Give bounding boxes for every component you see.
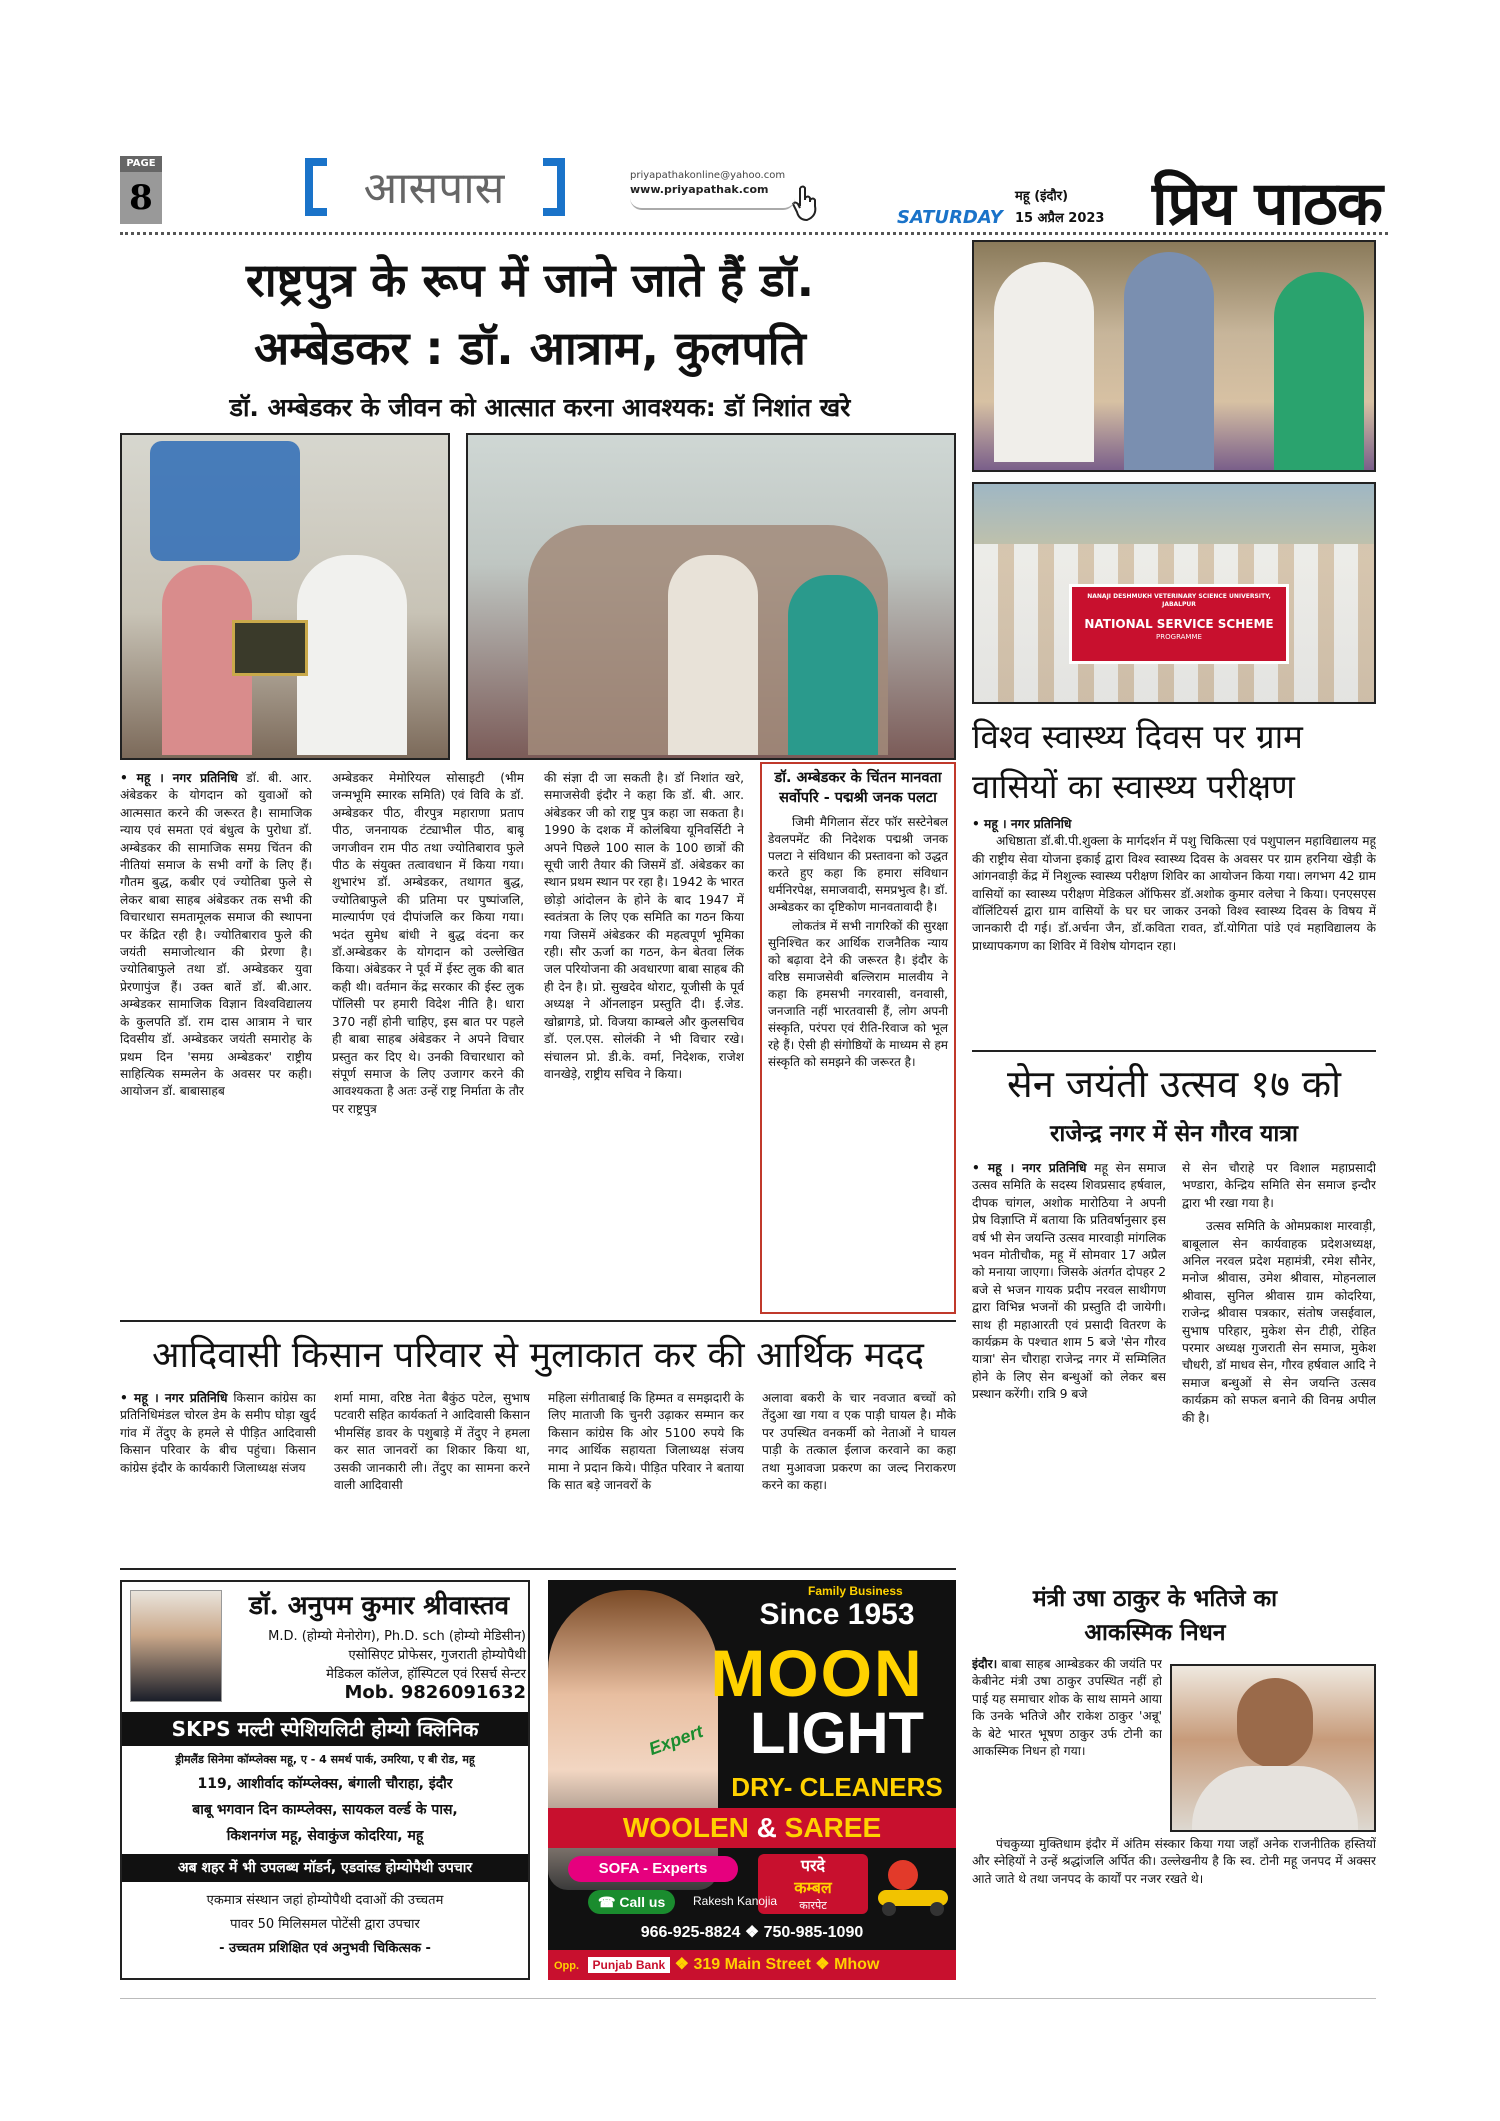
clinic-address-2: 119, आशीर्वाद कॉम्प्लेक्स, बंगाली चौराहा, इंदौर [197,1776,453,1792]
photo-health-checkup [972,240,1376,472]
contact-underline [630,198,795,210]
place-text: महू (इंदौर) [1015,189,1069,204]
contact-person: Rakesh Kanojia [693,1894,778,1908]
lead-col-2-text: अम्बेडकर मेमोरियल सोसाइटी (भीम जन्मभूमि स्मारक समिति) एवं विवि के डॉ. अम्बेडकर पीठ, वीरपुत्र महाराणा प्रताप पीठ, जननायक टंट्याभील पीठ, बाबू जगजीवन राम पीठ तथा ज्योतिबाराव फुले पीठ के संयुक्त तत्वावधान में किया गया। शुभारंभ डॉ. अम्बेडकर, तथागत बुद्ध, ज्योतिबाफुले की प्रतिमा पर पुष्पांजलि, माल्यार्पण एवं दीपांजलि कर किया गया। भदंत सुमेध बांधी ने बुद्ध वंदना कर डॉ.अम्बेडकर के योगदान को उल्लेखित किया। अंबेडकर ने पूर्व में ईस्ट लुक की बात कही थी। वर्तमान केंद्र सरकार की ईस्ट लुक पॉलिसी पर हमारी विदेश नीति है। धारा 370 नहीं होनी चाहिए, इस बात पर पहले ही बाबा साहब अंबेडकर ने अपने विचार प्रस्तुत कर दिए थे। उनकी विचारधारा को संपूर्ण समाज के लिए उजागर करने की आवश्यकता है अतः उन्हें राष्ट्र निर्माता के तौर पर राष्ट्रपुत्र [332,771,524,1116]
man-figure [1124,252,1214,472]
doctor-mobile: Mob. 9826091632 [344,1682,526,1703]
obit-col-2 [972,1836,1376,1946]
dry-cleaners: DRY- CLEANERS [731,1772,943,1802]
bracket-left-icon [305,158,327,216]
kambal-word: कम्बल [794,1880,832,1897]
sen-byline: • महू । नगर प्रतिनिधि [972,1161,1087,1175]
sofa-experts: SOFA - Experts [568,1856,738,1882]
sen-col-1 [972,1160,1166,1572]
boxed-body-1: जिमी मैगिलान सेंटर फॉर सस्टेनेबल डेवलपमेंट की निदेशक पद्मश्री जनक पलटा ने संविधान की प्रस्तावना को उद्धत करते हुए कहा कि हमारा संविधान धर्मनिरपेक्ष, समाजवादी, समप्रभुत्व है। डॉ. अम्बेडकर का दृष्टिकोण मानवतावादी है। [768,815,948,914]
sen-col-2a-text: से सेन चौराहे पर विशाल महाप्रसादी भण्डारा, केन्द्रिय समिति सेन समाज इन्दौर द्वारा भी रखा गया है। [1182,1161,1376,1210]
doctor-position: एसोसिएट प्रोफेसर, गुजराती होम्योपैथी [348,1648,526,1663]
clinic-line-1: एकमात्र संस्थान जहां होम्योपैथी दवाओं की उच्चतम [206,1893,444,1908]
health-byline: • महू । नगर प्रतिनिधि [972,817,1072,831]
ad-moonlight [548,1580,956,1980]
contact-block [630,170,830,230]
clinic-line-3: - उच्चतम प्रशिक्षित एवं अनुभवी चिकित्सक - [219,1941,431,1956]
nss-banner [1069,584,1289,664]
photo-award-ceremony [120,433,450,760]
boxed-story [760,762,956,1314]
tribal-headline: आदिवासी किसान परिवार से मुलाकात कर की आर्थिक मदद [152,1335,924,1376]
carpet-word: कारपेट [799,1900,827,1912]
lead-col-3-text: की संज्ञा दी जा सकती है। डॉ निशांत खरे, समाजसेवी इंदौर ने कहा कि डॉ. बी. आर. अंबेडकर जी को राष्ट्र पुत्र कहा जा सकता है। 1990 के दशक में कोलंबिया यूनिवर्सिटी ने अपने पिछले 100 साल के 100 छात्रों की सूची जारी तैयार की जिसमें डॉ. अंबेडकर का स्थान प्रथम स्थान पर रहा है। 1942 के भारत छोड़ो आंदोलन के होने के बाद 1947 में स्वतंत्रता के लिए एक समिति का गठन किया गया जिसमें अंबेडकर की महत्वपूर्ण भूमिका रही। सौर ऊर्जा का गठन, केन बेतवा लिंक जल परियोजना की अवधारणा बाबा साहब की ही देन है। प्रो. सुखदेव थोराट, यूजीसी के पूर्व अध्यक्ष ने ऑनलाइन प्रस्तुति दी। ई.जेड. खोब्रागडे, प्रो. विजया काम्बले और कुलसचिव डॉ. एल.एस. सोलंकी ने भी विचार रखे। संचालन प्रो. डी.के. वर्मा, निदेशक, राजेश वानखेड़े, राष्ट्रीय सचिव ने किया। [544,771,744,1081]
sen-col-2b-text: उत्सव समिति के ओमप्रकाश मारवाड़ी, बाबूलाल सेन कार्यवाहक प्रदेशअध्यक्ष, अनिल नरवल प्रदेश महामंत्री, रमेश सौनेर, मनोज श्रीवास, उमेश श्रीवास, मोहनलाल श्रीवास, सुनिल श्रीवास ग्राम कोदरिया, राजेन्द्र श्रीवास पत्रकार, संतोष जसईवाल, सुभाष परिहार, मुकेश सेन टीही, रोहित परमार अध्यक्ष गुजराती सेन समाज, मुकेश चौधरी, डॉ माधव सेन, गौरव हर्षवाल आदि ने समाज बन्धुओं से सेन जयन्ति उत्सव कार्यक्रम को सफल बनाने की विनम्र अपील की है। [1182,1219,1376,1425]
doctor-name: डॉ. अनुपम कुमार श्रीवास्तव [248,1591,510,1621]
section-title: आसपास [363,163,505,214]
clinic-address-3: बाबू भगवान दिन काम्प्लेक्स, सायकल वर्ल्ड के पास, [192,1802,458,1818]
woolen-word: WOOLEN [622,1812,749,1843]
portrait-head [1237,1678,1313,1768]
sen-subhead: राजेन्द्र नगर में सेन गौरव यात्रा [1049,1121,1299,1147]
lead-subhead: डॉ. अम्बेडकर के जीवन को आत्सात करना आवश्यक: डॉ निशांत खरे [229,393,851,422]
light-word: LIGHT [750,1701,924,1766]
saturday-label: SATURDAY [897,207,1003,228]
family-business: Family Business [808,1584,903,1598]
ad-homeo [120,1580,530,1980]
photo-obituary-portrait [1170,1664,1376,1832]
amp-word: & [756,1812,777,1843]
paper-logo: प्रिय पाठक [1152,169,1382,239]
phone-icon: ☎ [598,1894,616,1910]
page-label: PAGE [120,156,162,172]
lead-col-2 [332,770,524,1310]
moon-address: ❖ 319 Main Street ❖ Mhow [674,1956,880,1973]
clinic-line-2: पावर 50 मिलिसमल पोटेंसी द्वारा उपचार [230,1917,420,1932]
lead-col-1-text: डॉ. बी. आर. अंबेडकर के योगदान को युवाओं को आत्मसात करने की जरूरत है। सामाजिक न्याय एवं समता एवं बंधुत्व के पुरोधा डॉ. अम्बेडकर की सामाजिक समग्र चिंतन की नीतियां समाज के सभी वर्गों के लिए हैं। गौतम बुद्ध, कबीर एवं ज्योतिबा फुले से लेकर बाबा साहब अंबेडकर तक सभी की विचारधारा समतामूलक समाज की स्थापना पर केंद्रित रही है। ज्योतिबाराव फुले की जयंती समाजोत्थान की प्रेरणा है। ज्योतिबाफुले तथा डॉ. अम्बेडकर युवा प्रेरणापुंज हैं। उक्त बातें डॉ. बी.आर. अम्बेडकर सामाजिक विज्ञान विश्वविद्यालय के कुलपति डॉ. राम दास आत्राम ने चार दिवसीय डॉ. अम्बेडकर जयंती समारोह के प्रथम दिन 'समग्र अम्बेडकर' राष्ट्रीय साहित्यिक सम्मलेन के अवसर पर कही। आयोजन डॉ. बाबासाहब [120,771,312,1099]
award-plaque [232,620,308,676]
tribal-col-1 [120,1390,316,1540]
clinic-tagline-bar: अब शहर में भी उपलब्ध मॉडर्न, एडवांस्ड होम्योपैथी उपचार [122,1854,528,1882]
sen-col-2 [1182,1160,1376,1572]
opp-word: Opp. [554,1960,580,1972]
date-text: 15 अप्रैल 2023 [1015,211,1105,226]
obit-body-1: बाबा साहब आम्बेडकर की जयंति पर केबीनेट मंत्री उषा ठाकुर उपस्थित नहीं हो पाई यह समाचार शोक के साथ सामने आया कि उनके भतिजे और राकेश ठाकुर 'अन्नू' के बेटे भारत भूषण ठाकुर उर्फ टोनी का आकस्मिक निधन हो गया। [972,1657,1162,1759]
sen-headline: सेन जयंती उत्सव १७ को [1007,1062,1341,1106]
page-number-badge [120,156,162,228]
woolen-saree-bar [548,1808,956,1848]
obit-lead-word: इंदौर। [972,1657,998,1671]
guest-saree [788,575,878,755]
boxed-body-2: लोकतंत्र में सभी नागरिकों की सुरक्षा सुनिश्चित कर आर्थिक राजनैतिक न्याय को बढ़ावा देने की जरूरत है। इंदौर के वरिष्ठ समाजसेवी बल्लिराम मालवीय ने कहा कि हमसभी नगरवासी, वनवासी, जनजाति नहीं भारतवासी हैं, लोग अपनी संस्कृति, परंपरा एवं रीति-रिवाज को भूल रहे हैं। ऐसी ही संगोष्ठियों के माध्यम से हम संस्कृति को समझने की जरूरत है। [768,919,948,1069]
tribal-col-1-text: किसान कांग्रेस का प्रतिनिधिमंडल चोरल डेम के समीप घोड़ा खुर्द गांव में तेंदुए के हमले से पीड़ित आदिवासी किसान परिवार के बीच पहुंचा। किसान कांग्रेस इंदौर के कार्यकारी जिलाध्यक्ष संजय [120,1391,316,1475]
lead-col-3 [544,770,744,1310]
email-text: priyapathakonline@yahoo.com [630,170,786,181]
bracket-right-icon [543,158,565,216]
banner-university: NANAJI DESHMUKH VETERINARY SCIENCE UNIVERSITY, JABALPUR [1087,593,1271,608]
lead-col-1 [120,770,312,1310]
doctor-institute: मेडिकल कॉलेज, हॉस्पिटल एवं रिसर्च सेन्टर [326,1667,526,1682]
boxed-headline: डॉ. अम्बेडकर के चिंतन मानवता सर्वोपरि - पद्मश्री जनक पलटा [774,770,942,806]
health-headline: विश्व स्वास्थ्य दिवस पर ग्राम वासियों का स्वास्थ्य परीक्षण [972,717,1303,806]
university-emblem [150,441,300,561]
moon-address-bar [548,1950,956,1980]
tribal-col-3-text: महिला संगीताबाई कि हिम्मत व समझदारी के लिए माताजी कि चुनरी उढ़ाकर सम्मान कर किसान कांग्रेस कि ओर 5100 रुपये कि नगद आर्थिक सहायता जिलाध्यक्ष संजय मामा ने प्रदान किये। पीड़ित परिवार ने बताया कि सात बड़े जानवरों के [548,1391,744,1493]
doctor-qualification: M.D. (होम्यो मेनोरोग), Ph.D. sch (होम्यो मेडिसीन) [268,1629,526,1644]
moon-word: MOON [710,1636,924,1710]
sen-col-1-text: महू सेन समाज उत्सव समिति के सदस्य शिवप्रसाद हर्षवाल, दीपक चांगल, अशोक मारोठिया ने अपनी प्रेष विज्ञाप्ति में बताया कि प्रतिवर्षानुसार इस वर्ष भी सेन जयन्ति उत्सव मारवाड़ी मांगलिक भवन मोतीचौक, महू में सोमवार 17 अप्रैल को मनाया जाएगा। जिसके अंतर्गत दोपहर 2 बजे से भजन गायक प्रदीप नरवल साथीगण द्वारा विभिन्न भजनों की प्रस्तुति दी जायेगी। साथ ही महाआरती एवं प्रसादी वितरण के कार्यक्रम के पश्चात शाम 5 बजे 'सेन गौरव यात्रा' सेन चौराहा राजेन्द्र नगर में सम्मिलित होने के लिए सेन बन्धुओं को लेकर बस प्रस्थान करेंगी। रात्रि 9 बजे [972,1161,1166,1402]
page-number: 8 [120,172,162,224]
lead-headline: राष्ट्रपुत्र के रूप में जाने जाते हैं डॉ. अम्बेडकर : डॉ. आत्राम, कुलपति [245,253,815,375]
tribal-col-2-text: शर्मा मामा, वरिष्ठ नेता बैकुंठ पटेल, सुभाष पटवारी सहित कार्यकर्ता ने आदिवासी किसान भीमसिंह डावर के पशुबाड़े में तेंदुए ने हमला कर सात जानवरों का शिकार किया था, उसकी जानकारी ली। तेंदुए का सामना करने वाली आदिवासी [334,1391,530,1493]
lead-bottom-rule [120,1320,956,1322]
doctor-portrait [130,1590,222,1702]
doctor-figure [994,262,1094,462]
portrait-shirt [1192,1766,1358,1832]
lead-byline: • महू । नगर प्रतिनिधि [120,771,238,785]
obit-col-1 [972,1656,1162,1832]
masthead-dotted-rule [120,232,1388,235]
banner-sub: PROGRAMME [1156,633,1202,641]
health-body [972,816,1376,1046]
hand-pointer-icon [790,184,824,224]
banner-title: NATIONAL SERVICE SCHEME [1084,617,1274,631]
patient-figure [1274,272,1364,472]
clinic-name-bar: SKPS मल्टी स्पेशियलिटी होम्यो क्लिनिक [122,1712,528,1746]
saree-word: SAREE [784,1812,882,1843]
tribal-col-4 [762,1390,956,1540]
moon-phones: 966-925-8824 ❖ 750-985-1090 [640,1924,864,1941]
tribal-col-4-text: अलावा बकरी के चार नवजात बच्चों को तेंदुआ खा गया व एक पाड़ी घायल है। मौके पर उपस्थित वनकर्मी को नेताओं ने घायल पाड़ी के तत्काल ईलाज करवाने का कहा तथा मुआवजा प्रकरण का जल्द निराकरण करने का कहा। [762,1391,956,1493]
tribal-bottom-rule [120,1568,956,1570]
website-link[interactable]: www.priyapathak.com [630,183,769,196]
clinic-address-4: किशनगंज महू, सेवाकुंज कोदरिया, महू [226,1828,424,1844]
call-us [588,1890,675,1914]
tribal-col-3 [548,1390,744,1540]
tribal-byline: • महू । नगर प्रतिनिधि [120,1391,228,1405]
call-us-text: Call us [619,1894,666,1910]
figure-right [297,555,407,755]
punjab-bank: Punjab Bank [588,1957,671,1973]
page-bottom-rule [120,1998,1376,1999]
delivery-scooter-icon [878,1860,948,1916]
guest-shirt [668,555,758,755]
section-title-block [305,152,565,222]
photo-nss-rally [972,482,1376,704]
tribal-col-2 [334,1390,530,1540]
dateline-block [1015,186,1135,226]
since-1953: Since 1953 [759,1598,915,1631]
obit-headline: मंत्री उषा ठाकुर के भतिजे का आकस्मिक निधन [1032,1586,1278,1646]
parde-word: परदे [800,1858,826,1875]
health-bottom-rule [972,1050,1376,1052]
expert-tag: Expert [646,1721,706,1760]
photo-event-guests [466,433,956,760]
obit-body-2: पंचकुय्या मुक्तिधाम इंदौर में अंतिम संस्कार किया गया जहाँ अनेक राजनीतिक हस्तियों और स्नेहियों ने उन्हें श्रद्धांजलि अर्पित की। उल्लेखनीय है कि स्व. टोनी महू जनपद में अक्सर आते जाते थे तथा जनपद के कार्यों पर नजर रखते थे। [972,1837,1376,1886]
health-body-text: अधिष्ठाता डॉ.बी.पी.शुक्ला के मार्गदर्शन में पशु चिकित्सा एवं पशुपालन महाविद्यालय महू की राष्ट्रीय सेवा योजना इकाई द्वारा विश्व स्वास्थ्य दिवस के अवसर पर ग्राम हरनिया खेड़ी के आंगनवाड़ी केंद्र में निशुल्क स्वास्थ्य परीक्षण शिविर का आयोजन किया गया। लगभग 42 ग्राम वासियों का स्वास्थ्य परीक्षण मेडिकल ऑफिसर डॉ.अशोक कुमार वलेचा ने किया। एनएसएस वॉलिंटियर्स द्वारा ग्राम वासियों के घर घर जाकर उनको विश्व स्वास्थ्य दिवस के विषय में जानकारी दी गई। डॉ.अर्चना जैन, डॉ.कविता रावत, डॉ.योगिता पांडे एवं महाविद्यालय के प्राध्यापकगण का शिविर में विशेष योगदान रहा। [972,834,1376,953]
clinic-address-1: ड्रीमलैंड सिनेमा कॉम्प्लेक्स महू, ए - 4 समर्थ पार्क, उमरिया, ए बी रोड, महू [175,1753,475,1766]
